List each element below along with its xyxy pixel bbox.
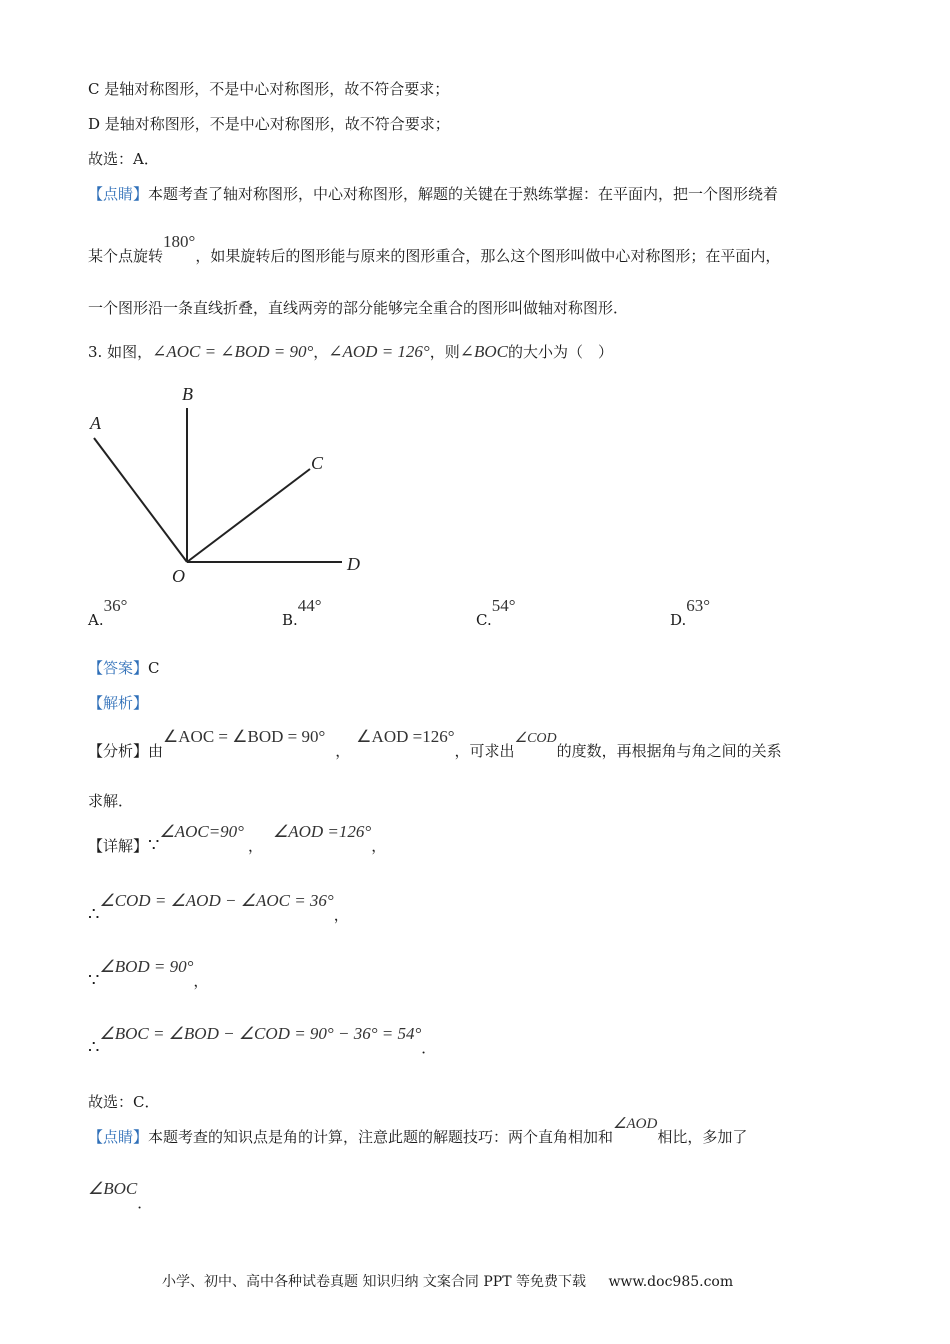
option-a-letter: A.	[88, 611, 104, 629]
detail-math-2: ∠COD = ∠AOD − ∠AOC = 36°	[99, 891, 334, 910]
option-d-value: 63°	[686, 596, 711, 615]
question-number: 3. 如图，	[88, 343, 153, 361]
question-3	[88, 341, 613, 362]
detail-line-3	[88, 957, 209, 991]
analysis-math-1: ∠AOC = ∠BOD = 90°	[163, 727, 326, 746]
option-c-letter: C.	[476, 611, 492, 629]
analysis-header: 【解析】	[88, 694, 149, 712]
analysis-math-2: ∠AOD =126°	[356, 727, 455, 746]
label-b: B	[182, 384, 193, 404]
ray-oc	[187, 469, 310, 562]
therefore-symbol-1: ∴	[88, 904, 100, 925]
comment-text-2b: ，如果旋转后的图形能与原来的图形重合，那么这个图形叫做中心对称图形；在平面内，	[195, 247, 781, 265]
comment2-math: ∠AOD	[613, 1116, 658, 1132]
detail-period: ．	[421, 1039, 437, 1057]
detail-comma-1: ，	[247, 837, 263, 855]
text-line-d: D 是轴对称图形，不是中心对称图形，故不符合要求；	[88, 115, 450, 133]
option-a	[88, 596, 128, 630]
detail-line-1	[88, 822, 387, 856]
question-cond-2: ∠AOD = 126°	[328, 342, 430, 361]
option-a-value: 36°	[103, 596, 128, 615]
option-d	[670, 596, 711, 630]
ray-oa	[94, 438, 187, 562]
comment-text-2a: 某个点旋转	[88, 247, 164, 265]
choice-line-2: 故选：C．	[88, 1093, 160, 1111]
choice-line: 故选：A．	[88, 150, 159, 168]
answer-line	[88, 657, 160, 678]
option-c	[476, 596, 516, 630]
angle-figure	[80, 380, 380, 590]
option-b	[282, 596, 322, 630]
analysis-line-1	[88, 727, 782, 761]
question-target: ∠BOC	[459, 342, 508, 361]
comment-line-1	[88, 183, 778, 204]
answer-tag: 【答案】	[88, 659, 149, 677]
footer-link[interactable]: www.doc985.com	[608, 1274, 734, 1290]
analysis-comma: ，	[335, 742, 351, 760]
comment-tag: 【点睛】	[88, 185, 149, 203]
option-d-letter: D.	[670, 611, 687, 629]
footer-left: 小学、初中、高中各种试卷真题 知识归纳 文案合同 PPT 等免费下载	[162, 1274, 586, 1290]
comment-line-2	[88, 232, 781, 266]
detail-comma-2: ，	[371, 837, 387, 855]
text-line-c: C 是轴对称图形，不是中心对称图形，故不符合要求；	[88, 80, 450, 98]
because-symbol-2: ∵	[88, 970, 100, 991]
question-sep: ，	[313, 343, 329, 361]
comment2-tail: 相比，多加了	[657, 1128, 748, 1146]
label-o: O	[172, 566, 185, 586]
detail-tag: 【详解】	[88, 837, 149, 855]
label-c: C	[311, 453, 324, 473]
analysis-pre: 由	[148, 742, 164, 760]
detail-math-1b: ∠AOD =126°	[273, 822, 372, 841]
detail-line-4	[88, 1024, 437, 1058]
analysis-post: 的度数，再根据角与角之间的关系	[556, 742, 782, 760]
detail-math-1a: ∠AOC=90°	[159, 822, 244, 841]
answer-value: C	[148, 659, 160, 677]
math-180: 180°	[163, 232, 196, 251]
option-b-value: 44°	[297, 596, 322, 615]
analysis-line-2: 求解．	[88, 792, 134, 810]
analysis-math-3: ∠COD	[514, 731, 557, 746]
therefore-symbol-2: ∴	[88, 1037, 100, 1058]
question-ask: 的大小为（ ）	[508, 343, 614, 361]
option-c-value: 54°	[491, 596, 516, 615]
because-symbol-1: ∵	[148, 835, 160, 856]
question-cond-1: ∠AOC = ∠BOD = 90°	[152, 342, 314, 361]
comment-line-3: 一个图形沿一条直线折叠，直线两旁的部分能够完全重合的图形叫做轴对称图形．	[88, 299, 629, 317]
comment2-tag: 【点睛】	[88, 1128, 149, 1146]
detail-comma-4: ，	[193, 972, 209, 990]
detail-math-4: ∠BOC = ∠BOD − ∠COD = 90° − 36° = 54°	[99, 1024, 422, 1043]
detail-line-2	[88, 891, 349, 925]
footer-text	[162, 1271, 733, 1291]
comment2-math-2: ∠BOC	[88, 1179, 138, 1198]
detail-comma-3: ，	[333, 906, 349, 924]
analysis-mid: ，可求出	[454, 742, 515, 760]
comment2-line-1	[88, 1116, 748, 1147]
question-then: ，则	[429, 343, 460, 361]
label-a: A	[90, 413, 101, 433]
label-d: D	[347, 554, 360, 574]
comment2-text: 本题考查的知识点是角的计算，注意此题的解题技巧：两个直角相加和	[148, 1128, 614, 1146]
analysis-tag: 【分析】	[88, 742, 149, 760]
option-b-letter: B.	[282, 611, 298, 629]
comment2-line-2	[88, 1179, 153, 1213]
comment-text-1: 本题考查了轴对称图形，中心对称图形，解题的关键在于熟练掌握：在平面内，把一个图形绕着	[148, 185, 779, 203]
detail-math-3: ∠BOD = 90°	[99, 957, 194, 976]
comment2-period: ．	[137, 1194, 153, 1212]
